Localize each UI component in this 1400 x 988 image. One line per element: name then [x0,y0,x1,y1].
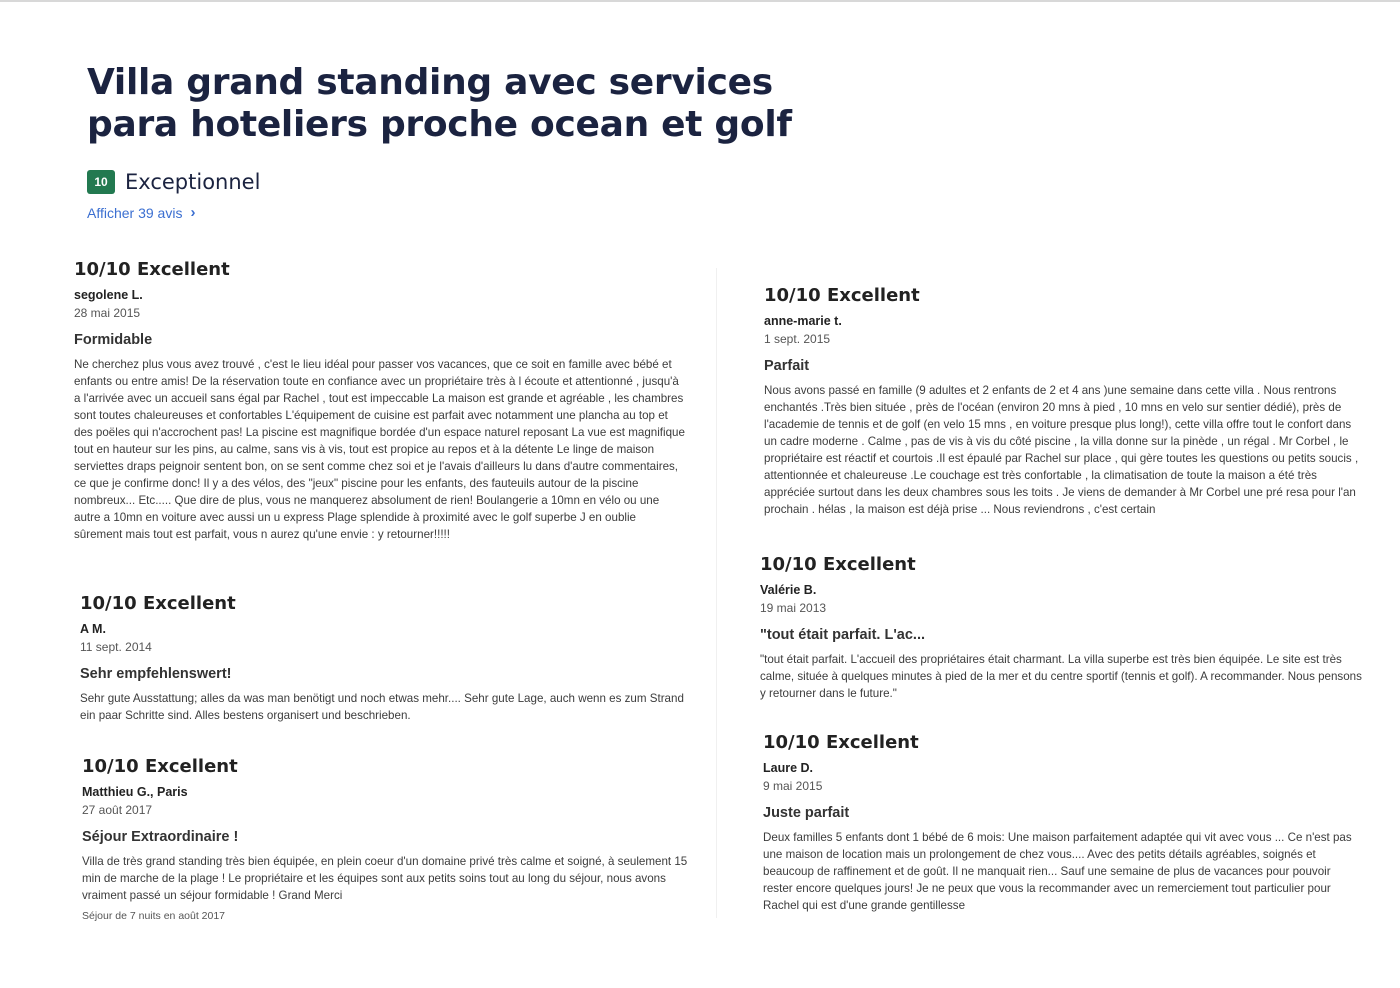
review-heading: 10/10 Excellent [763,732,919,753]
review-stay-info: Séjour de 7 nuits en août 2017 [82,910,226,922]
review-card [760,553,1370,702]
review-title: Sehr empfehlenswert! [80,666,232,682]
top-divider [0,0,1400,2]
review-card [764,284,1364,518]
review-date: 11 sept. 2014 [80,640,152,654]
review-card [80,592,684,724]
score-label: Exceptionnel [125,170,261,194]
review-text: Sehr gute Ausstattung; alles da was man benötigt und noch etwas mehr.... Sehr gute Lage, auch wenn es zum Strand ein paar Schritte sind. Alles bestens organisert und beschrieben. [80,692,684,722]
review-author: Valérie B. [760,583,817,597]
page-title: Villa grand standing avec services para hoteliers proche ocean et golf [87,62,792,145]
review-date: 19 mai 2013 [760,601,827,615]
review-author: segolene L. [74,288,143,302]
review-heading: 10/10 Excellent [80,593,236,614]
score-badge: 10 [87,170,115,194]
review-title: Séjour Extraordinaire ! [82,829,239,845]
review-date: 28 mai 2015 [74,306,141,320]
review-title: Juste parfait [763,805,850,821]
review-author: anne-marie t. [764,314,842,328]
show-reviews-label: Afficher 39 avis [87,204,183,221]
review-author: Matthieu G., Paris [82,785,188,799]
column-divider [716,268,717,918]
review-title: Formidable [74,332,153,348]
review-date: 27 août 2017 [82,803,153,817]
review-card [763,731,1363,914]
review-heading: 10/10 Excellent [82,756,238,777]
review-author: A M. [80,622,106,636]
review-author: Laure D. [763,761,814,775]
review-date: 1 sept. 2015 [764,332,831,346]
review-text: Deux familles 5 enfants dont 1 bébé de 6 mois: Une maison parfaitement adaptée qui vit avec vous ... Ce n'est pas une maison de location mais un prolongement de chez vous.... Avec des petits détails agréables, soignés et beaucoup de raffinement et de goût. Il ne manquait rien... Sauf une semaine de plus de vacances pour pouvoir rester encore quelques jours! Je ne peux que vous la recommander avec un remerciement tout particulier pour Rachel qui est d'une grande gentillesse [763,831,1352,912]
review-text: Nous avons passé en famille (9 adultes et 2 enfants de 2 et 4 ans )une semaine dans cette villa . Nous rentrons enchantés .Très bien située , près de l'océan (environ 20 mns à pied , 10 mns en velo sur sentier dédié), près de l'academie de tennis et de golf (en velo 15 mns , en voiture presque plus long!), cette villa offre tout le confort dans un cadre moderne . Calme , pas de vis à vis du côté piscine , la villa donne sur la pinède , un régal . Mr Corbel , le propriétaire est réactif et courtois .Il est épaulé par Rachel sur place , qui gère toutes les questions ou petits soucis , attentionnée et chaleureuse .Le couchage est très confortable , la climatisation de toute la maison a été très appréciée surtout dans les deux chambres sous les toits . Je viens de demander à Mr Corbel une pré resa pour l'an prochain . hélas , la maison est déjà prise ... Nous reviendrons , c'est certain [764,384,1359,516]
review-card [82,755,702,922]
review-title: "tout était parfait. L'ac... [760,627,926,643]
review-title: Parfait [764,358,810,374]
review-card [74,258,686,543]
show-reviews-link[interactable] [87,204,195,221]
review-date: 9 mai 2015 [763,779,823,793]
review-text: Villa de très grand standing très bien équipée, en plein coeur d'un domaine privé très calme et soigné, à seulement 15 min de marche de la plage ! Le propriétaire et les équipes sont aux petits soins tout au long du séjour, nous avons vraiment passé un séjour formidable ! Grand Merci [82,855,688,902]
review-heading: 10/10 Excellent [764,285,920,306]
review-heading: 10/10 Excellent [74,259,230,280]
review-text: Ne cherchez plus vous avez trouvé , c'est le lieu idéal pour passer vos vacances, que ce soit en famille avec bébé et enfants ou entre amis! De la réservation toute en confiance avec un propriétaire très à l écoute et attentionné , jusqu'à a l'arrivée avec un accueil sans égal par Rachel , tout est impeccable La maison est grande et agréable , les chambres sont toutes chaleureuses et confortables L'équipement de cuisine est parfait avec notamment une plancha au top et des poëles qui n'accrochent pas! La piscine est magnifique bordée d'un espace naturel reposant La vue est magnifique tout en hauteur sur les pins, au calme, sans vis à vis, tout est propice au repos et à la détente Le linge de maison serviettes draps peignoir sentent bon, on se sent comme chez soi et je l'avais d'ailleurs lu dans d'autre commentaires, ce que je confirme donc! Il y a des vélos, des "jeux" piscine pour les enfants, des fauteuils autour de la piscine nombreux... Etc..... Que dire de plus, vous ne manquerez absolument de rien! Boulangerie a 10mn en vélo ou une autre a 10mn en voiture avec aussi un u express Plage splendide à proximité avec le golf superbe J en oublie sûrement mais tout est parfait, vous n aurez qu'une envie : y retourner!!!!! [74,358,685,541]
review-text: "tout était parfait. L'accueil des propriétaires était charmant. La villa superbe est très bien équipée. Le site est très calme, située à quelques minutes à pied de la mer et du centre sportif (tennis et golf). A recommander. Nous pensons y retourner dans le future." [760,653,1362,700]
review-heading: 10/10 Excellent [760,554,916,575]
overall-rating [87,170,260,194]
chevron-right-icon: › [190,204,196,221]
